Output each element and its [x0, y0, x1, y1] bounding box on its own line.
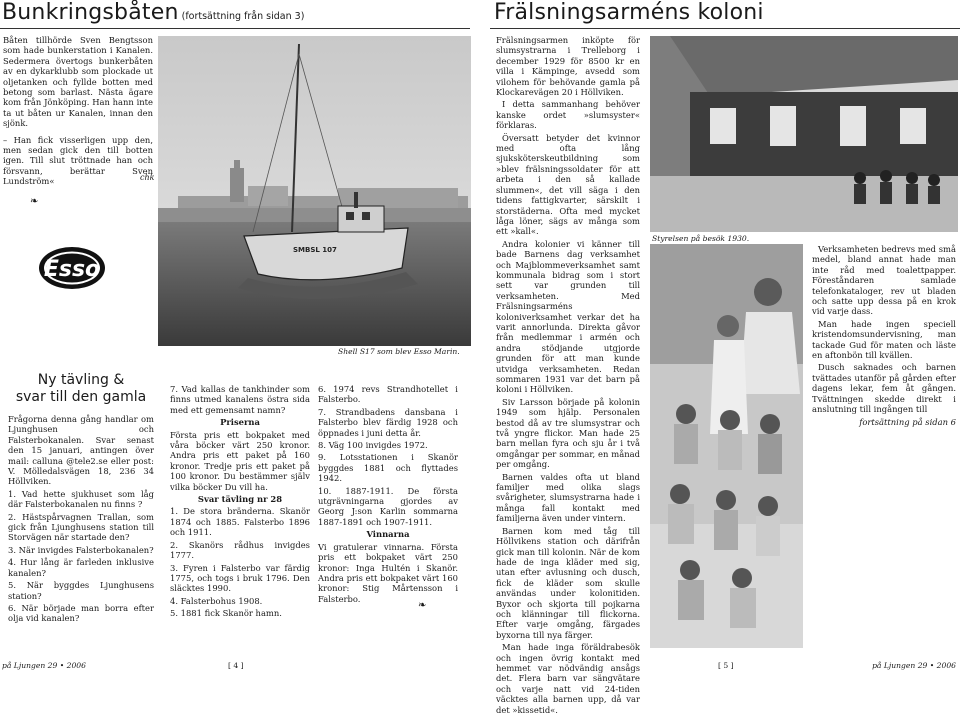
colony-article-column-1 [496, 35, 640, 717]
boat-photo [158, 36, 471, 346]
right-footer-publication [872, 661, 956, 670]
author-signature: chk [140, 173, 155, 182]
ornament-icon: ❧ [30, 196, 39, 207]
title-note: (fortsättning från sidan 3) [181, 11, 305, 22]
left-header-rule [0, 28, 470, 29]
left-footer-publication [2, 661, 86, 670]
esso-logo-text: Esso [43, 257, 101, 282]
left-page-title: Bunkringsbåten [2, 0, 179, 25]
answer-item: 1. De stora bränderna. Skanör 1874 och 1885. Falsterbo 1896 och 1911. [170, 506, 310, 538]
article-paragraph: Barnen kom med tåg till Höllvikens station och därifrån gick man till kolonin. När de kom hade de inga kläder med sig, utan efter avlusning och dusch, fick de kläder som skulle användas under kolonitiden. Byxor och skjorta till pojkarna och klänningar till flickorna. Efter varje omgång, färgades byxorna till nya färger. [496, 525, 640, 640]
article-paragraph: Man hade ingen speciell kristendomsundervisning, man tackade Gud för maten och läste en aftonbön till kvällen. [812, 318, 956, 361]
answer-item: 9. Lotsstationen i Skanör byggdes 1881 och flyttades 1942. [318, 452, 458, 484]
right-page-title: Frälsningsarméns koloni [494, 0, 764, 25]
article-paragraph: – Han fick visserligen upp den, men sedan gick den till botten igen. Till slut tröttnade han och försvann, berättar Sven Lundström« [3, 134, 153, 187]
winners-text: Vi gratulerar vinnarna. Första pris ett bokpaket värt 250 kronor: Inga Hultén i Skanör. Andra pris ett bokpaket värt 160 kronor: Stig Mårtensson i Falsterbo. [318, 541, 458, 604]
quiz-question: 4. Hur lång är farleden inklusive kanalen? [8, 557, 154, 578]
article-paragraph: Översatt betyder det kvinnor med ofta lång sjuksköterskeutbildning som »blev frälsningssoldater för att arbeta i den så kallade slummen«, det vill säga i den tidens fattigkvarter, särskilt i storstäderna. Ofta med mycket låga löner, sägs av många som ett »kall«. [496, 132, 640, 237]
quiz-question: 1. Vad hette sjukhuset som låg där Falsterbokanalen nu finns ? [8, 488, 154, 510]
article-paragraph: I detta sammanhang behöver kanske ordet »slumsyster« förklaras. [496, 99, 640, 131]
quiz-questions-column [8, 414, 154, 626]
article-paragraph: Dusch saknades och barnen tvättades utanför på gården efter dagens lekar, fem åt gången. Tvättningen skedde direkt i anslutning till ingången till [812, 362, 956, 415]
answer-item: 6. 1974 revs Strandhotellet i Falsterbo. [318, 384, 458, 405]
right-page-header [494, 0, 764, 25]
left-page-header [2, 0, 304, 25]
article-paragraph: Siv Larsson började på kolonin 1949 som hjälp. Personalen bestod då av tre slumsystrar och två yngre flickor. Man hade 25 barn mellan fyra och sju år i två omgångar per sommar, en månad per omgång. [496, 396, 640, 470]
boat-marking: SMBSL 107 [293, 246, 337, 254]
article-paragraph: Frälsningsarmen inköpte för slumsystrarna i Trelleborg i december 1929 för 8500 kr en villa i Kämpinge, avsedd som vilohem för behövande gamla på Klockarevägen 20 i Höllviken. [496, 35, 640, 98]
boat-article [3, 35, 153, 189]
quiz-heading-line-2: svar till den gamla [15, 389, 147, 405]
quiz-question: 3. När invigdes Falsterbokanalen? [8, 544, 154, 555]
article-paragraph: Båten tillhörde Sven Bengtsson som hade bunkerstation i Kanalen. Sedermera övertogs bunkerbåten av en dykarklubb som plockade ut oljetanken och fyllde botten med betong som barlast. Nästa ägare kom från Jönköping. Han hann inte ta ut båten ur Kanalen, innan den sjönk. [3, 35, 153, 129]
left-footer-page-number: [ 4 ] [228, 661, 244, 670]
answer-item: 3. Fyren i Falsterbo var färdig 1775, och togs i bruk 1796. Den släcktes 1990. [170, 562, 310, 594]
answer-item: 8. Väg 100 invigdes 1972. [318, 440, 428, 451]
ornament-icon: ❧ [418, 600, 427, 611]
winners-heading: Vinnarna [366, 529, 410, 540]
answer-item: 4. Falsterbohus 1908. [170, 595, 263, 606]
quiz-answers-column [318, 384, 458, 606]
prizes-text: Första pris ett bokpaket med våra böcker värt 250 kronor. Andra pris ett paket på 160 kronor. Tredje pris ett paket på 100 kronor. Du bestämmer själv vilka böcker Du vill ha. [170, 429, 310, 492]
colony-article-column-2 [812, 244, 956, 429]
quiz-heading-line-1: Ny tävling & [37, 372, 125, 388]
answers-heading: Svar tävling nr 28 [197, 494, 283, 505]
quiz-prizes-column [170, 384, 310, 621]
quiz-question: 2. Hästspårvagnen Trallan, som gick från Ljunghusens station till Storvägen när startade den? [8, 511, 154, 543]
answer-item: 10. 1887-1911. De första utgrävningarna gjordes av Georg J:son Karlin sommarna 1887-1891 och 1907-1911. [318, 485, 458, 527]
article-paragraph: Verksamheten bedrevs med små medel, bland annat hade man inte råd med toalettpapper. Föreståndaren samlade telefonkataloger, rev ut bladen och satte upp dessa på en krok vid varje dass. [812, 244, 956, 317]
answer-item: 7. Strandbadens dansbana i Falsterbo blev färdig 1928 och öppnades i juni detta år. [318, 406, 458, 438]
house-photo-caption: Styrelsen på besök 1930. [652, 234, 750, 243]
article-paragraph: Man hade inga föräldrabesök och ingen övrig kontakt med hemmet var nödvändig ansågs det. Flera barn var sängvätare och varje natt vid 24-tiden väcktes alla barnen upp, då var det »kissetid«. [496, 642, 640, 715]
right-header-rule [490, 28, 960, 29]
footer-publication-text: på Ljungen 29 • 2006 [872, 661, 956, 670]
continued-note: fortsättning på sidan 6 [859, 416, 956, 427]
prizes-heading: Priserna [220, 417, 260, 428]
quiz-intro: Frågorna denna gång handlar om Ljunghusen och Falsterbokanalen. Svar senast den 15 januari, antingen över mail: calluna @tele2.se eller post: V. Mölledalsvägen 18, 236 34 Höllviken. [8, 414, 154, 487]
house-photo [650, 36, 958, 232]
quiz-question: 5. När byggdes Ljunghusens station? [8, 580, 154, 601]
footer-publication-text: på Ljungen 29 • 2006 [2, 661, 86, 670]
right-footer-page-number: [ 5 ] [718, 661, 734, 670]
quiz-question: 7. Vad kallas de tankhinder som finns utmed kanalens östra sida med ett gemensamt namn? [170, 384, 310, 415]
answer-item: 2. Skanörs rådhus invigdes 1777. [170, 539, 310, 561]
answer-item: 5. 1881 fick Skanör hamn. [170, 608, 282, 619]
esso-logo [38, 246, 106, 294]
article-paragraph: Andra kolonier vi känner till bade Barnens dag verksamhet och Majblommeverksamhet samt kommunala bidrag som i stort sett var grunden till verksamheten. Med Frälsningsarméns koloniverksamhet verkar det ha varit annorlunda. Direkta gåvor från medlemmar i armén och andra stödjande utgjorde grunden för att man kunde utvidga verksamheten. Redan sommaren 1931 var det barn på koloni i Höllviken. [496, 238, 640, 395]
article-paragraph: Barnen valdes ofta ut bland familjer med olika slags svårigheter, slumsystrarna hade i många fall kontakt med familjerna även under vintern. [496, 471, 640, 524]
children-photo [650, 244, 803, 648]
boat-photo-caption: Shell S17 som blev Esso Marin. [338, 347, 460, 356]
quiz-heading [6, 372, 156, 406]
quiz-question: 6. När började man borra efter olja vid kanalen? [8, 602, 154, 624]
